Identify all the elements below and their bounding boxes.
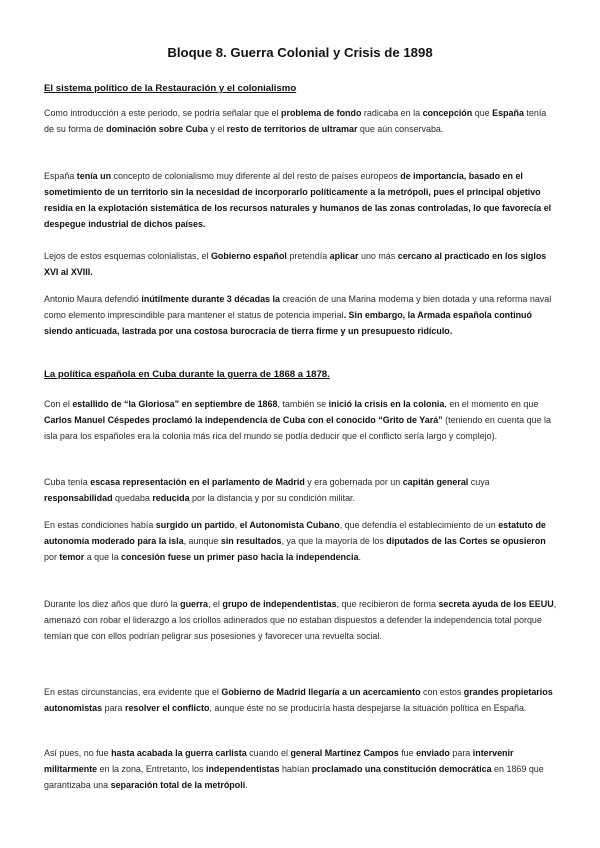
text-run: a que la — [84, 552, 122, 562]
bold-text: escasa representación en el parlamento de Madrid — [90, 477, 305, 487]
bold-text: . Sin embargo, la Armada española continuó siendo anticuada, lastrada por una costosa burocracia de tierra firme y un presupuesto ridículo. — [44, 310, 532, 336]
text-run: , — [234, 520, 240, 530]
paragraph-gobierno-espanol — [44, 248, 557, 280]
paragraph-representacion — [44, 474, 557, 506]
text-run: para — [449, 748, 473, 758]
bold-text: proclamado una constitución democrática — [311, 764, 492, 774]
bold-text: resto de territorios de ultramar — [226, 124, 358, 134]
bold-text: Carlos Manuel Céspedes proclamó la independencia de Cuba con el conocido “Grito de Yará” — [44, 415, 443, 425]
bold-text: estatuto de autonomía moderado para la isla — [44, 520, 546, 546]
text-run: , aunque éste no se produciría hasta despejarse la situación política en España. — [209, 703, 527, 713]
text-run: Antonio Maura defendió — [44, 294, 139, 304]
text-run: En estas circunstancias, era evidente que el — [44, 687, 222, 697]
bold-text: de importancia, basado en el sometimiento de un territorio sin la necesidad de incorporarlo políticamente a la metrópoli, pues el principal objetivo residía en la explotación sistemática de los recursos naturales y humanos de las zonas controladas, lo que favorecía el despegue industrial de dichos países. — [44, 171, 552, 229]
text-run: Durante los diez años que duró la — [44, 599, 181, 609]
bold-text: secreta ayuda de los EEUU — [438, 599, 554, 609]
paragraph-intro — [44, 105, 557, 137]
text-run: quedaba — [112, 493, 153, 503]
bold-text: aplicar — [329, 251, 359, 261]
bold-text: Gobierno español — [210, 251, 287, 261]
paragraph-acercamiento — [44, 684, 557, 716]
bold-text: intervenir militarmente — [44, 748, 514, 774]
text-run: Cuba tenía — [44, 477, 91, 487]
text-run: pretendía — [286, 251, 330, 261]
text-run: en 1869 que garantizaba una — [44, 764, 544, 790]
bold-text: estallido de “la Gloriosa” en septiembre de 1868 — [72, 399, 278, 409]
paragraph-martinez-campos — [44, 745, 557, 793]
bold-text: independentistas — [205, 764, 280, 774]
text-run: habían — [279, 764, 312, 774]
bold-text: enviado — [416, 748, 450, 758]
bold-text: dominación sobre Cuba — [106, 124, 208, 134]
bold-text: temor — [59, 552, 85, 562]
bold-text: el Autonomista Cubano — [239, 520, 340, 530]
section-heading-restauracion: El sistema político de la Restauración y el colonialismo — [44, 83, 297, 94]
text-run: , el — [207, 599, 223, 609]
text-run: para — [102, 703, 125, 713]
text-run: , en el momento en que — [444, 399, 539, 409]
bold-text: inútilmente durante 3 décadas la — [138, 294, 283, 304]
text-run: concepto de colonialismo muy diferente al del resto de países europeos — [113, 171, 398, 181]
bold-text: problema de fondo — [281, 108, 362, 118]
text-run: y el — [207, 124, 227, 134]
bold-text: Gobierno de Madrid llegaría a un acercamiento — [221, 687, 421, 697]
bold-text: responsabilidad — [44, 493, 113, 503]
text-run: . — [358, 552, 361, 562]
text-run: Así pues, no fue — [44, 748, 112, 758]
paragraph-autonomista — [44, 517, 557, 565]
text-run: cuya — [468, 477, 490, 487]
bold-text: España — [492, 108, 524, 118]
text-run: , aunque — [183, 536, 221, 546]
bold-text: capitán general — [402, 477, 469, 487]
text-run: , que recibieron de forma — [336, 599, 439, 609]
text-run: , también se — [277, 399, 329, 409]
bold-text: sin resultados — [220, 536, 282, 546]
text-run: que aún conservaba. — [357, 124, 444, 134]
text-run: por — [44, 552, 60, 562]
paragraph-colonialismo — [44, 168, 557, 232]
text-run: . — [245, 780, 248, 790]
bold-text: separación total de la metrópoli — [110, 780, 246, 790]
bold-text: grandes propietarios autonomistas — [44, 687, 553, 713]
text-run: España — [44, 171, 75, 181]
text-run: Con el — [44, 399, 73, 409]
text-run: fue — [398, 748, 417, 758]
text-run: por la distancia y por su condición militar. — [189, 493, 355, 503]
paragraph-gloriosa — [44, 396, 557, 444]
text-run: En estas condiciones había — [44, 520, 156, 530]
bold-text: cercano al practicado en los siglos XVI al XVIII. — [44, 251, 547, 277]
text-run: y era gobernada por un — [304, 477, 403, 487]
text-run: en la zona, Entretanto, los — [97, 764, 206, 774]
bold-text: general Martínez Campos — [290, 748, 399, 758]
paragraph-independentistas — [44, 596, 557, 644]
text-run: (teniendo en cuenta que la isla para los españoles era la colonia más rica del mundo se podía deducir que el conflicto sería largo y complejo). — [44, 415, 551, 441]
document-title: Bloque 8. Guerra Colonial y Crisis de 1898 — [167, 45, 433, 60]
text-run: creación de una Marina moderna y bien dotada y una reforma naval como elemento imprescindible para mantener el status de potencia imperial — [44, 294, 552, 320]
text-run: uno más — [358, 251, 398, 261]
bold-text: reducida — [152, 493, 190, 503]
bold-text: tenía un — [74, 171, 114, 181]
bold-text: resolver el conflicto — [124, 703, 210, 713]
text-run: Como introducción a este periodo, se podría señalar que el — [44, 108, 281, 118]
text-run: Lejos de estos esquemas colonialistas, el — [44, 251, 211, 261]
bold-text: concesión fuese un primer paso hacia la independencia — [121, 552, 359, 562]
bold-text: diputados de las Cortes se opusieron — [386, 536, 546, 546]
section-heading-cuba: La política española en Cuba durante la guerra de 1868 a 1878. — [44, 369, 330, 380]
text-run: , que defendía el establecimiento de un — [339, 520, 499, 530]
text-run: tenía de su forma de — [44, 108, 547, 134]
bold-text: surgido un partido — [155, 520, 235, 530]
text-run: , ya que la mayoría de los — [281, 536, 387, 546]
text-run: con estos — [420, 687, 464, 697]
text-run: cuando el — [246, 748, 291, 758]
text-run: , amenazó con robar el liderazgo a los criollos adinerados que no estaban dispuestos a defender la independencia total porque temían que con ellos podrían peligrar sus posesiones y favorecer una revuelta social. — [44, 599, 557, 641]
bold-text: grupo de independentistas — [222, 599, 337, 609]
text-run: radicaba en la — [361, 108, 423, 118]
bold-text: concepción — [422, 108, 473, 118]
bold-text: guerra — [180, 599, 208, 609]
bold-text: inició la crisis en la colonia — [328, 399, 445, 409]
text-run: que — [472, 108, 493, 118]
paragraph-antonio-maura — [44, 291, 557, 339]
bold-text: hasta acabada la guerra carlista — [111, 748, 247, 758]
